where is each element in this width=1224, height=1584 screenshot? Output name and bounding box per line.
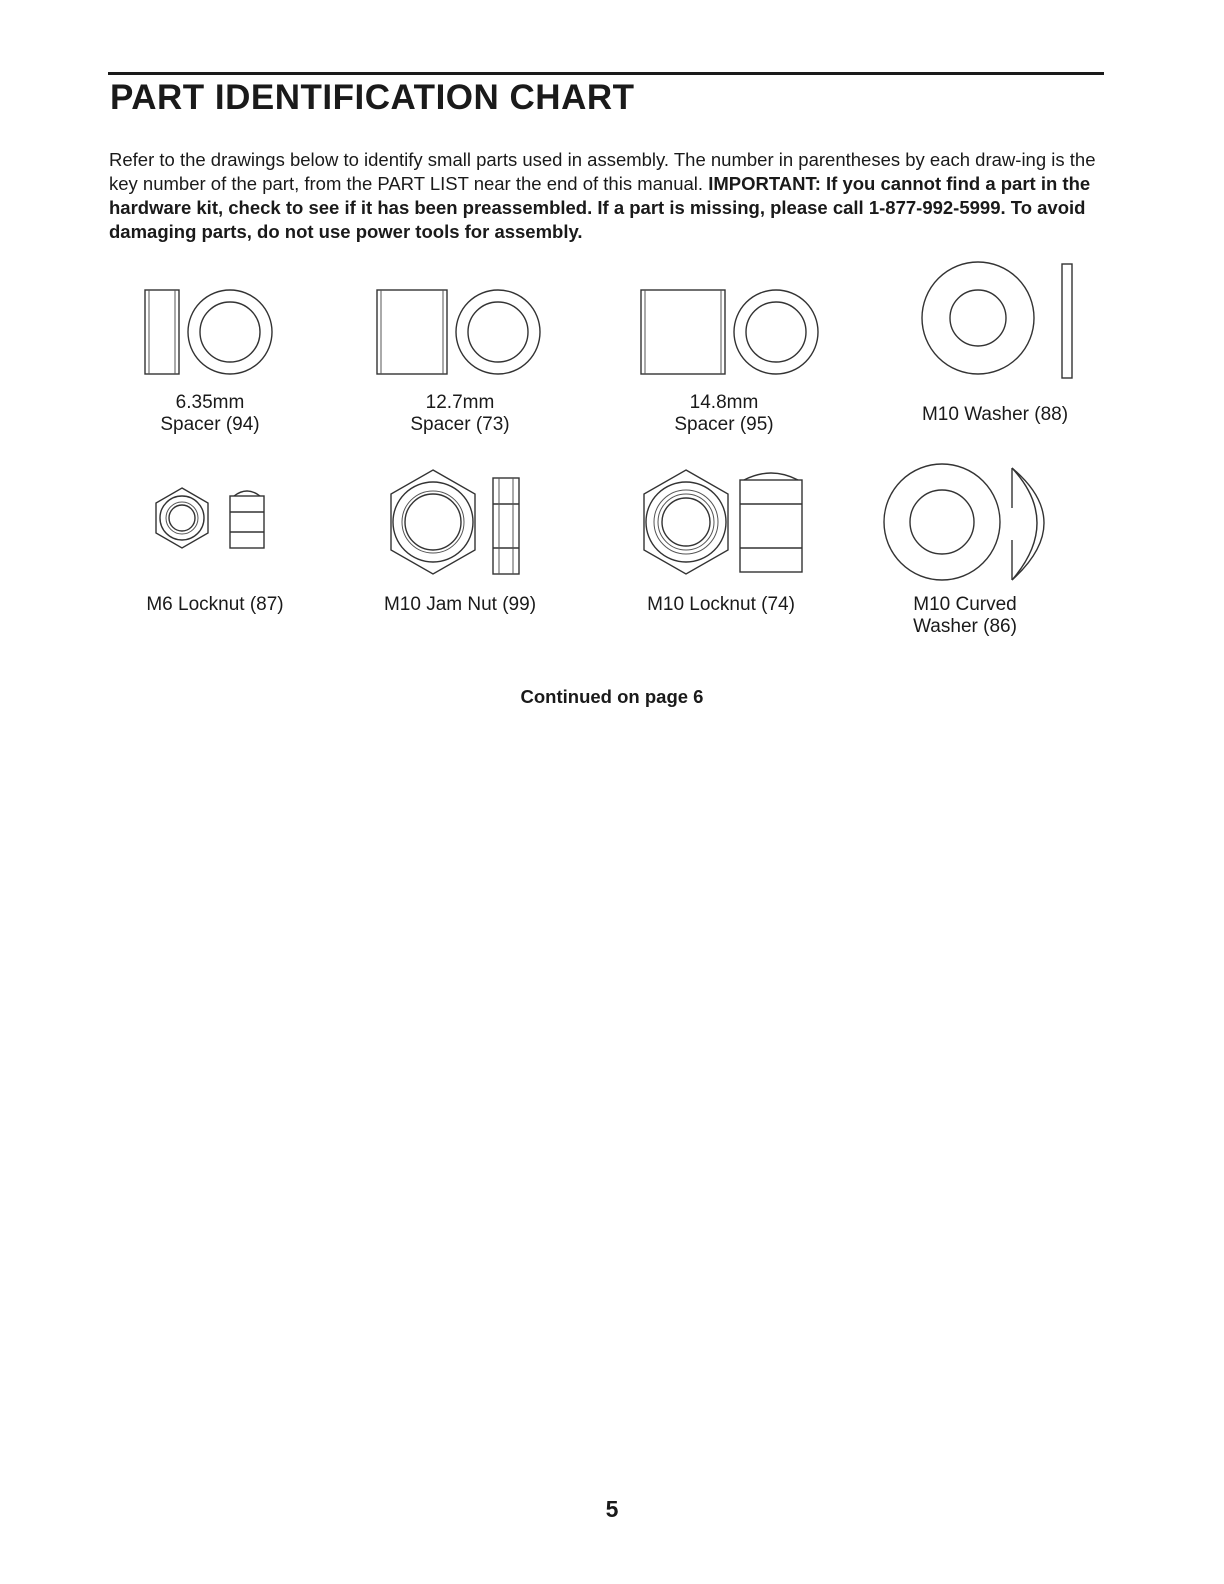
continued-note: Continued on page 6 [520,686,704,707]
part-label-95: 14.8mm Spacer (95) [674,392,774,435]
page-title: PART IDENTIFICATION CHART [110,78,635,117]
intro-text: Refer to the drawings below to identify small parts used in assembly. The number in parentheses by each draw-ing is the key number of the part, from the PART LIST near the end of this manual. [109,149,1096,194]
part-label-73: 12.7mm Spacer (73) [410,392,510,435]
part-spacer-73 [372,280,552,380]
locknut-icon [150,482,280,572]
spacer-icon [372,280,552,380]
part-curved-washer-86 [876,462,1076,586]
part-jam-nut-99 [385,464,545,584]
spacer-icon [140,280,280,380]
part-label-99: M10 Jam Nut (99) [383,594,537,615]
locknut-icon [636,464,816,584]
part-spacer-95 [636,280,826,380]
jam-nut-icon [385,464,545,584]
part-locknut-87 [150,482,280,572]
page-number: 5 [605,1496,619,1522]
curved-washer-icon [876,462,1076,586]
part-washer-88 [908,260,1078,380]
part-label-86: M10 Curved Washer (86) [913,594,1017,637]
part-label-88: M10 Washer (88) [921,404,1069,425]
part-spacer-94 [140,280,280,380]
intro-paragraph [109,148,1109,244]
part-locknut-74 [636,464,816,584]
title-rule [108,72,1104,75]
part-label-87: M6 Locknut (87) [146,594,284,615]
part-label-74: M10 Locknut (74) [647,594,795,615]
washer-icon [908,260,1078,380]
spacer-icon [636,280,826,380]
part-label-94: 6.35mm Spacer (94) [160,392,260,435]
important-notice: IMPORTANT: If you cannot find a part in the hardware kit, check to see if it has been preassembled. If a part is missing, please call 1-877-992-5999. To avoid damaging parts, do not use power tools for assembly. [109,173,1091,242]
